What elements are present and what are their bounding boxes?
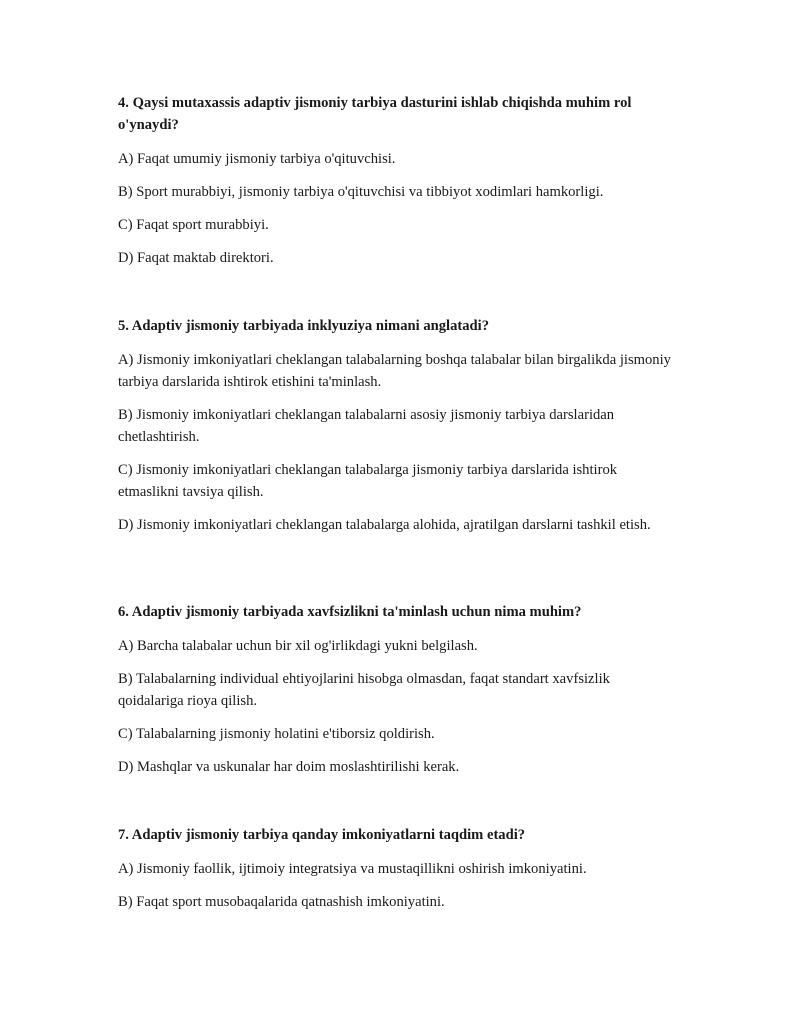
answer-option-c: C) Faqat sport murabbiyi.: [118, 217, 269, 233]
answer-option-d: D) Jismoniy imkoniyatlari cheklangan talabalarga alohida, ajratilgan darslarni tashkil etish.: [118, 517, 651, 533]
question-5: [118, 315, 678, 547]
answer-option-a: A) Barcha talabalar uchun bir xil og'irlikdagi yukni belgilash.: [118, 638, 478, 654]
question-4: [118, 92, 678, 280]
question-title: 6. Adaptiv jismoniy tarbiyada xavfsizlikni ta'minlash uchun nima muhim?: [118, 604, 582, 620]
answer-option-d: D) Faqat maktab direktori.: [118, 250, 274, 266]
answer-option-b: B) Jismoniy imkoniyatlari cheklangan talabalarni asosiy jismoniy tarbiya darslaridan chetlashtirish.: [118, 407, 615, 445]
answer-option-b: B) Talabalarning individual ehtiyojlarini hisobga olmasdan, faqat standart xavfsizlik qoidalariga rioya qilish.: [118, 671, 610, 709]
answer-option-b: B) Faqat sport musobaqalarida qatnashish imkoniyatini.: [118, 894, 445, 910]
question-6: [118, 601, 678, 789]
question-title: 4. Qaysi mutaxassis adaptiv jismoniy tarbiya dasturini ishlab chiqishda muhim rol o'ynaydi?: [118, 95, 632, 133]
answer-option-b: B) Sport murabbiyi, jismoniy tarbiya o'qituvchisi va tibbiyot xodimlari hamkorligi.: [118, 184, 604, 200]
answer-option-a: A) Jismoniy faollik, ijtimoiy integratsiya va mustaqillikni oshirish imkoniyatini.: [118, 861, 587, 877]
answer-option-a: A) Jismoniy imkoniyatlari cheklangan talabalarning boshqa talabalar bilan birgalikda jismoniy tarbiya darslarida ishtirok etishini ta'minlash.: [118, 352, 671, 390]
question-title: 5. Adaptiv jismoniy tarbiyada inklyuziya nimani anglatadi?: [118, 318, 490, 334]
answer-option-c: C) Talabalarning jismoniy holatini e'tiborsiz qoldirish.: [118, 726, 435, 742]
question-7: [118, 824, 678, 924]
answer-option-a: A) Faqat umumiy jismoniy tarbiya o'qituvchisi.: [118, 151, 396, 167]
answer-option-c: C) Jismoniy imkoniyatlari cheklangan talabalarga jismoniy tarbiya darslarida ishtirok etmaslikni tavsiya qilish.: [118, 462, 618, 500]
question-title: 7. Adaptiv jismoniy tarbiya qanday imkoniyatlarni taqdim etadi?: [118, 827, 526, 843]
answer-option-d: D) Mashqlar va uskunalar har doim moslashtirilishi kerak.: [118, 759, 460, 775]
